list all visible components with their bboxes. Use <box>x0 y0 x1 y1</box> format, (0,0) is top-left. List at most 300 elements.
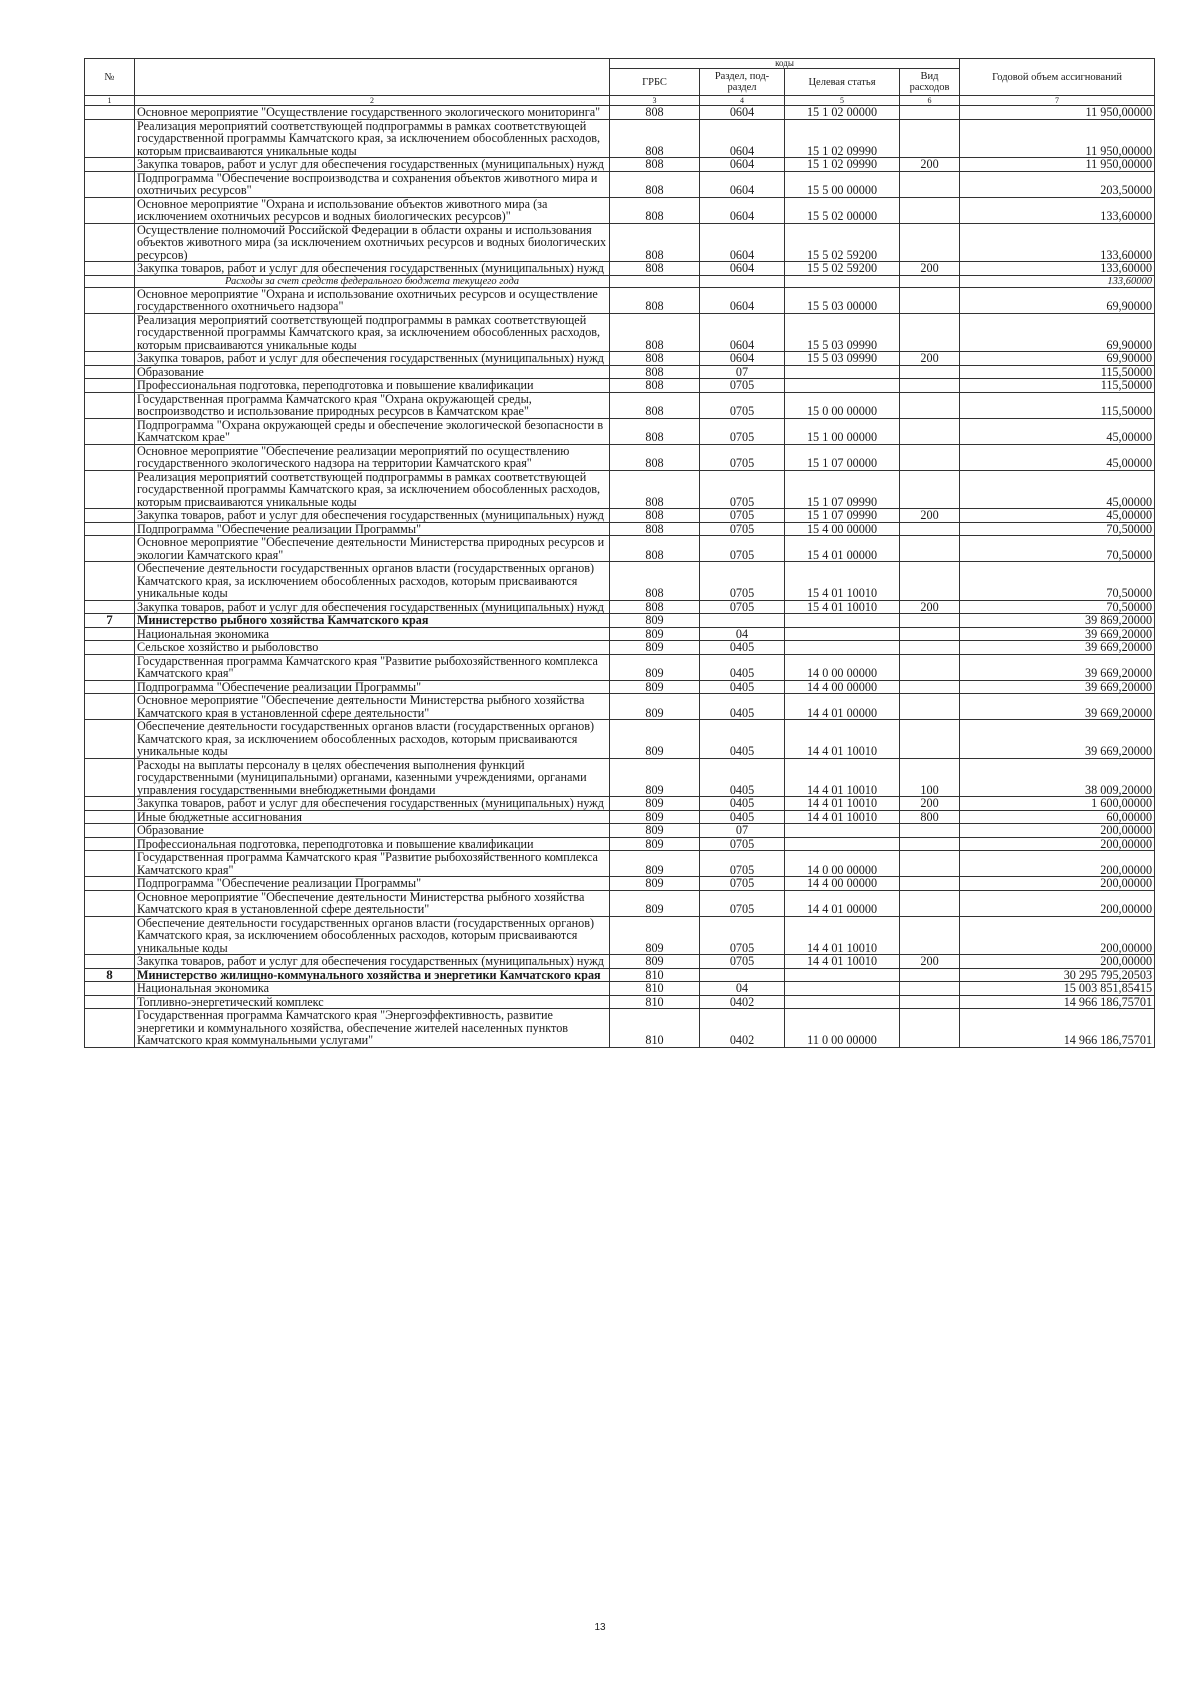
row-number <box>85 680 135 694</box>
row-target-article: 14 4 01 10010 <box>785 758 900 797</box>
row-description: Государственная программа Камчатского края "Энергоэффективность, развитие энергетики и коммунального хозяйства, обеспечение жителей населенных пунктов Камчатского края коммунальными услугами" <box>135 1009 610 1048</box>
row-description: Подпрограмма "Обеспечение реализации Программы" <box>135 680 610 694</box>
row-grbs: 808 <box>610 197 700 223</box>
row-grbs: 808 <box>610 470 700 509</box>
table-row <box>85 758 1155 797</box>
row-section <box>700 275 785 287</box>
row-amount: 200,00000 <box>960 851 1155 877</box>
row-target-article: 15 5 03 09990 <box>785 313 900 352</box>
table-row <box>85 627 1155 641</box>
row-target-article: 14 4 01 10010 <box>785 916 900 955</box>
row-section: 0705 <box>700 877 785 891</box>
table-row <box>85 968 1155 982</box>
table-row <box>85 890 1155 916</box>
row-section: 07 <box>700 824 785 838</box>
header-target-article: Целевая статья <box>785 69 900 96</box>
row-description: Закупка товаров, работ и услуг для обеспечения государственных (муниципальных) нужд <box>135 955 610 969</box>
row-target-article: 15 5 03 00000 <box>785 287 900 313</box>
row-section: 0405 <box>700 720 785 759</box>
row-section: 0705 <box>700 379 785 393</box>
row-grbs: 808 <box>610 158 700 172</box>
row-grbs: 809 <box>610 654 700 680</box>
row-expense-type <box>900 851 960 877</box>
table-row <box>85 352 1155 366</box>
table-row <box>85 275 1155 287</box>
row-target-article <box>785 837 900 851</box>
row-amount: 1 600,00000 <box>960 797 1155 811</box>
table-row <box>85 1009 1155 1048</box>
row-expense-type <box>900 392 960 418</box>
row-expense-type: 200 <box>900 262 960 276</box>
row-section: 0705 <box>700 562 785 601</box>
row-section: 0604 <box>700 223 785 262</box>
row-amount: 203,50000 <box>960 171 1155 197</box>
row-amount: 133,60000 <box>960 197 1155 223</box>
header-annual-volume: Годовой объем ассигнований <box>960 59 1155 96</box>
row-amount: 39 669,20000 <box>960 641 1155 655</box>
row-section: 0705 <box>700 418 785 444</box>
row-amount: 11 950,00000 <box>960 119 1155 158</box>
row-section: 0705 <box>700 470 785 509</box>
row-section: 0604 <box>700 287 785 313</box>
column-number: 7 <box>960 96 1155 106</box>
row-expense-type: 200 <box>900 955 960 969</box>
row-section: 0604 <box>700 313 785 352</box>
row-expense-type <box>900 982 960 996</box>
row-number: 8 <box>85 968 135 982</box>
row-amount: 70,50000 <box>960 600 1155 614</box>
row-number <box>85 470 135 509</box>
row-expense-type <box>900 562 960 601</box>
table-row <box>85 197 1155 223</box>
row-amount: 39 669,20000 <box>960 720 1155 759</box>
row-grbs: 808 <box>610 444 700 470</box>
row-amount: 70,50000 <box>960 536 1155 562</box>
row-section: 0705 <box>700 600 785 614</box>
row-description: Закупка товаров, работ и услуг для обеспечения государственных (муниципальных) нужд <box>135 600 610 614</box>
row-description: Расходы за счет средств федерального бюджета текущего года <box>135 275 610 287</box>
column-number: 1 <box>85 96 135 106</box>
row-description: Закупка товаров, работ и услуг для обеспечения государственных (муниципальных) нужд <box>135 509 610 523</box>
row-grbs: 809 <box>610 877 700 891</box>
column-number: 3 <box>610 96 700 106</box>
row-expense-type <box>900 654 960 680</box>
row-section: 0604 <box>700 262 785 276</box>
row-amount: 11 950,00000 <box>960 158 1155 172</box>
row-amount: 45,00000 <box>960 470 1155 509</box>
row-amount: 115,50000 <box>960 379 1155 393</box>
row-section: 07 <box>700 365 785 379</box>
row-section: 0705 <box>700 536 785 562</box>
row-expense-type: 200 <box>900 509 960 523</box>
row-amount: 39 669,20000 <box>960 680 1155 694</box>
row-grbs: 808 <box>610 522 700 536</box>
row-number <box>85 262 135 276</box>
row-grbs: 810 <box>610 995 700 1009</box>
row-amount: 39 669,20000 <box>960 694 1155 720</box>
row-section: 04 <box>700 627 785 641</box>
row-section: 0705 <box>700 444 785 470</box>
row-target-article: 15 5 03 09990 <box>785 352 900 366</box>
row-description: Министерство рыбного хозяйства Камчатского края <box>135 614 610 628</box>
row-expense-type <box>900 275 960 287</box>
page-number: 13 <box>594 1622 606 1633</box>
row-grbs: 808 <box>610 365 700 379</box>
row-expense-type <box>900 837 960 851</box>
table-row <box>85 119 1155 158</box>
row-grbs: 808 <box>610 562 700 601</box>
row-number: 7 <box>85 614 135 628</box>
row-amount: 200,00000 <box>960 837 1155 851</box>
row-number <box>85 627 135 641</box>
row-amount: 200,00000 <box>960 824 1155 838</box>
table-row <box>85 379 1155 393</box>
row-amount: 133,60000 <box>960 262 1155 276</box>
row-grbs: 808 <box>610 119 700 158</box>
row-number <box>85 810 135 824</box>
row-expense-type <box>900 470 960 509</box>
row-description: Национальная экономика <box>135 982 610 996</box>
table-row <box>85 418 1155 444</box>
row-number <box>85 600 135 614</box>
row-description: Подпрограмма "Обеспечение воспроизводства и сохранения объектов животного мира и охотничьих ресурсов" <box>135 171 610 197</box>
row-target-article: 15 4 00 00000 <box>785 522 900 536</box>
row-grbs: 808 <box>610 262 700 276</box>
row-section: 0705 <box>700 837 785 851</box>
table-row <box>85 995 1155 1009</box>
row-target-article: 14 4 01 10010 <box>785 720 900 759</box>
row-expense-type <box>900 522 960 536</box>
table-row <box>85 171 1155 197</box>
row-expense-type <box>900 877 960 891</box>
row-description: Подпрограмма "Обеспечение реализации Программы" <box>135 877 610 891</box>
row-number <box>85 223 135 262</box>
table-row <box>85 392 1155 418</box>
row-target-article: 15 5 02 59200 <box>785 223 900 262</box>
row-grbs: 808 <box>610 313 700 352</box>
row-section: 0604 <box>700 106 785 120</box>
row-amount: 38 009,20000 <box>960 758 1155 797</box>
row-grbs: 808 <box>610 418 700 444</box>
row-target-article: 15 5 02 00000 <box>785 197 900 223</box>
row-number <box>85 562 135 601</box>
row-grbs: 809 <box>610 810 700 824</box>
row-target-article: 15 1 07 00000 <box>785 444 900 470</box>
row-section: 0405 <box>700 680 785 694</box>
row-grbs: 809 <box>610 797 700 811</box>
row-expense-type <box>900 627 960 641</box>
row-expense-type <box>900 119 960 158</box>
table-row <box>85 694 1155 720</box>
row-description: Основное мероприятие "Осуществление государственного экологического мониторинга" <box>135 106 610 120</box>
row-grbs: 809 <box>610 627 700 641</box>
row-number <box>85 352 135 366</box>
row-number <box>85 119 135 158</box>
row-grbs: 808 <box>610 392 700 418</box>
row-expense-type <box>900 287 960 313</box>
row-expense-type <box>900 995 960 1009</box>
row-number <box>85 995 135 1009</box>
row-amount: 39 669,20000 <box>960 627 1155 641</box>
row-grbs: 809 <box>610 837 700 851</box>
row-amount: 200,00000 <box>960 916 1155 955</box>
row-number <box>85 536 135 562</box>
row-target-article: 14 4 01 10010 <box>785 810 900 824</box>
row-target-article <box>785 824 900 838</box>
row-grbs <box>610 275 700 287</box>
table-row <box>85 106 1155 120</box>
table-row <box>85 262 1155 276</box>
row-grbs: 809 <box>610 824 700 838</box>
row-section <box>700 614 785 628</box>
table-row <box>85 600 1155 614</box>
row-amount: 133,60000 <box>960 275 1155 287</box>
table-row <box>85 365 1155 379</box>
row-section: 0405 <box>700 810 785 824</box>
row-expense-type <box>900 444 960 470</box>
row-section: 0705 <box>700 955 785 969</box>
row-expense-type <box>900 890 960 916</box>
row-number <box>85 197 135 223</box>
row-section: 0604 <box>700 119 785 158</box>
row-amount: 69,90000 <box>960 287 1155 313</box>
row-description: Закупка товаров, работ и услуг для обеспечения государственных (муниципальных) нужд <box>135 352 610 366</box>
row-amount: 45,00000 <box>960 444 1155 470</box>
row-expense-type <box>900 418 960 444</box>
row-description: Государственная программа Камчатского края "Охрана окружающей среды, воспроизводство и использование природных ресурсов в Камчатском крае" <box>135 392 610 418</box>
row-grbs: 808 <box>610 171 700 197</box>
row-amount: 115,50000 <box>960 392 1155 418</box>
row-grbs: 810 <box>610 968 700 982</box>
row-section <box>700 968 785 982</box>
row-target-article: 15 4 01 10010 <box>785 600 900 614</box>
row-description: Основное мероприятие "Обеспечение реализации мероприятий по осуществлению государственного экологического надзора на территории Камчатского края" <box>135 444 610 470</box>
row-number <box>85 758 135 797</box>
row-target-article: 14 4 00 00000 <box>785 877 900 891</box>
row-description: Обеспечение деятельности государственных органов власти (государственных органов) Камчатского края, за исключением обособленных расходов, которым присваиваются уникальные коды <box>135 720 610 759</box>
row-description: Национальная экономика <box>135 627 610 641</box>
row-target-article: 15 4 01 00000 <box>785 536 900 562</box>
row-grbs: 808 <box>610 106 700 120</box>
row-amount: 133,60000 <box>960 223 1155 262</box>
row-description: Расходы на выплаты персоналу в целях обеспечения выполнения функций государственными (муниципальными) органами, казенными учреждениями, органами управления государственными внебюджетными фондами <box>135 758 610 797</box>
row-description: Обеспечение деятельности государственных органов власти (государственных органов) Камчатского края, за исключением обособленных расходов, которым присваиваются уникальные коды <box>135 562 610 601</box>
row-target-article: 14 4 01 00000 <box>785 890 900 916</box>
row-section: 0604 <box>700 197 785 223</box>
row-section: 0604 <box>700 171 785 197</box>
table-row <box>85 223 1155 262</box>
row-expense-type: 200 <box>900 352 960 366</box>
column-number: 6 <box>900 96 960 106</box>
row-description: Обеспечение деятельности государственных органов власти (государственных органов) Камчатского края, за исключением обособленных расходов, которым присваиваются уникальные коды <box>135 916 610 955</box>
column-number-row <box>85 96 1155 106</box>
row-expense-type <box>900 365 960 379</box>
row-grbs: 809 <box>610 694 700 720</box>
row-number <box>85 365 135 379</box>
row-description: Основное мероприятие "Обеспечение деятельности Министерства природных ресурсов и экологии Камчатского края" <box>135 536 610 562</box>
row-section: 0405 <box>700 654 785 680</box>
row-number <box>85 171 135 197</box>
row-section: 0402 <box>700 1009 785 1048</box>
row-grbs: 808 <box>610 509 700 523</box>
row-amount: 15 003 851,85415 <box>960 982 1155 996</box>
row-target-article <box>785 365 900 379</box>
row-description: Реализация мероприятий соответствующей подпрограммы в рамках соответствующей государственной программы Камчатского края, за исключением обособленных расходов, которым присваиваются уникальные коды <box>135 313 610 352</box>
row-expense-type: 200 <box>900 158 960 172</box>
row-expense-type <box>900 106 960 120</box>
row-amount: 70,50000 <box>960 522 1155 536</box>
table-row <box>85 810 1155 824</box>
row-description: Министерство жилищно-коммунального хозяйства и энергетики Камчатского края <box>135 968 610 982</box>
row-section: 0705 <box>700 522 785 536</box>
row-section: 0705 <box>700 509 785 523</box>
row-grbs: 809 <box>610 955 700 969</box>
table-row <box>85 509 1155 523</box>
row-grbs: 809 <box>610 890 700 916</box>
row-number <box>85 418 135 444</box>
row-number <box>85 654 135 680</box>
row-target-article <box>785 379 900 393</box>
row-section: 0705 <box>700 916 785 955</box>
column-number: 2 <box>135 96 610 106</box>
table-row <box>85 158 1155 172</box>
row-number <box>85 379 135 393</box>
header-section: Раздел, под-раздел <box>700 69 785 96</box>
row-description: Подпрограмма "Охрана окружающей среды и обеспечение экологической безопасности в Камчатском крае" <box>135 418 610 444</box>
row-target-article <box>785 641 900 655</box>
row-expense-type: 800 <box>900 810 960 824</box>
row-amount: 30 295 795,20503 <box>960 968 1155 982</box>
row-target-article: 15 0 00 00000 <box>785 392 900 418</box>
row-section: 0705 <box>700 392 785 418</box>
table-row <box>85 720 1155 759</box>
row-amount: 14 966 186,75701 <box>960 1009 1155 1048</box>
row-amount: 69,90000 <box>960 352 1155 366</box>
row-number <box>85 982 135 996</box>
row-description: Государственная программа Камчатского края "Развитие рыбохозяйственного комплекса Камчатского края" <box>135 654 610 680</box>
row-section: 0405 <box>700 758 785 797</box>
budget-table-page <box>84 58 1154 1048</box>
row-target-article <box>785 275 900 287</box>
row-number <box>85 851 135 877</box>
row-number <box>85 720 135 759</box>
row-expense-type <box>900 824 960 838</box>
row-description: Реализация мероприятий соответствующей подпрограммы в рамках соответствующей государственной программы Камчатского края, за исключением обособленных расходов, которым присваиваются уникальные коды <box>135 119 610 158</box>
row-target-article <box>785 995 900 1009</box>
row-expense-type <box>900 223 960 262</box>
row-amount: 69,90000 <box>960 313 1155 352</box>
row-grbs: 809 <box>610 758 700 797</box>
row-amount: 60,00000 <box>960 810 1155 824</box>
row-amount: 14 966 186,75701 <box>960 995 1155 1009</box>
row-section: 04 <box>700 982 785 996</box>
table-row <box>85 837 1155 851</box>
row-expense-type <box>900 197 960 223</box>
row-expense-type <box>900 536 960 562</box>
row-number <box>85 313 135 352</box>
column-number: 4 <box>700 96 785 106</box>
row-target-article <box>785 982 900 996</box>
row-section: 0405 <box>700 641 785 655</box>
row-description: Образование <box>135 365 610 379</box>
table-row <box>85 470 1155 509</box>
row-number <box>85 877 135 891</box>
row-target-article: 14 0 00 00000 <box>785 851 900 877</box>
row-grbs: 809 <box>610 641 700 655</box>
row-description: Государственная программа Камчатского края "Развитие рыбохозяйственного комплекса Камчатского края" <box>135 851 610 877</box>
row-number <box>85 837 135 851</box>
row-target-article <box>785 968 900 982</box>
row-number <box>85 1009 135 1048</box>
row-target-article: 14 0 00 00000 <box>785 654 900 680</box>
row-description: Профессиональная подготовка, переподготовка и повышение квалификации <box>135 837 610 851</box>
row-amount: 11 950,00000 <box>960 106 1155 120</box>
row-expense-type: 200 <box>900 600 960 614</box>
row-number <box>85 797 135 811</box>
row-target-article: 14 4 00 00000 <box>785 680 900 694</box>
row-amount: 200,00000 <box>960 890 1155 916</box>
row-grbs: 809 <box>610 680 700 694</box>
row-target-article: 15 1 02 09990 <box>785 158 900 172</box>
row-expense-type: 100 <box>900 758 960 797</box>
row-expense-type <box>900 680 960 694</box>
row-grbs: 809 <box>610 614 700 628</box>
row-number <box>85 287 135 313</box>
row-number <box>85 392 135 418</box>
row-description: Основное мероприятие "Обеспечение деятельности Министерства рыбного хозяйства Камчатского края в установленной сфере деятельности" <box>135 890 610 916</box>
row-description: Реализация мероприятий соответствующей подпрограммы в рамках соответствующей государственной программы Камчатского края, за исключением обособленных расходов, которым присваиваются уникальные коды <box>135 470 610 509</box>
row-expense-type <box>900 379 960 393</box>
row-number <box>85 824 135 838</box>
header-no: № <box>85 59 135 96</box>
row-expense-type <box>900 968 960 982</box>
row-description: Подпрограмма "Обеспечение реализации Программы" <box>135 522 610 536</box>
row-section: 0604 <box>700 352 785 366</box>
row-grbs: 808 <box>610 379 700 393</box>
row-amount: 115,50000 <box>960 365 1155 379</box>
table-row <box>85 916 1155 955</box>
row-grbs: 809 <box>610 720 700 759</box>
table-row <box>85 641 1155 655</box>
row-description: Иные бюджетные ассигнования <box>135 810 610 824</box>
row-expense-type: 200 <box>900 797 960 811</box>
header-expense-type: Вид расходов <box>900 69 960 96</box>
budget-table <box>84 58 1155 1048</box>
row-amount: 39 869,20000 <box>960 614 1155 628</box>
row-section: 0402 <box>700 995 785 1009</box>
row-target-article: 14 4 01 00000 <box>785 694 900 720</box>
row-grbs: 809 <box>610 916 700 955</box>
table-body <box>85 106 1155 1048</box>
table-row <box>85 680 1155 694</box>
row-grbs: 808 <box>610 287 700 313</box>
row-amount: 200,00000 <box>960 877 1155 891</box>
table-row <box>85 851 1155 877</box>
row-description: Образование <box>135 824 610 838</box>
row-number <box>85 106 135 120</box>
table-row <box>85 522 1155 536</box>
row-number <box>85 522 135 536</box>
row-description: Сельское хозяйство и рыболовство <box>135 641 610 655</box>
row-target-article: 15 1 02 09990 <box>785 119 900 158</box>
table-row <box>85 654 1155 680</box>
table-row <box>85 982 1155 996</box>
row-number <box>85 275 135 287</box>
row-target-article: 15 5 02 59200 <box>785 262 900 276</box>
row-section: 0405 <box>700 797 785 811</box>
row-number <box>85 916 135 955</box>
row-target-article: 15 1 07 09990 <box>785 470 900 509</box>
